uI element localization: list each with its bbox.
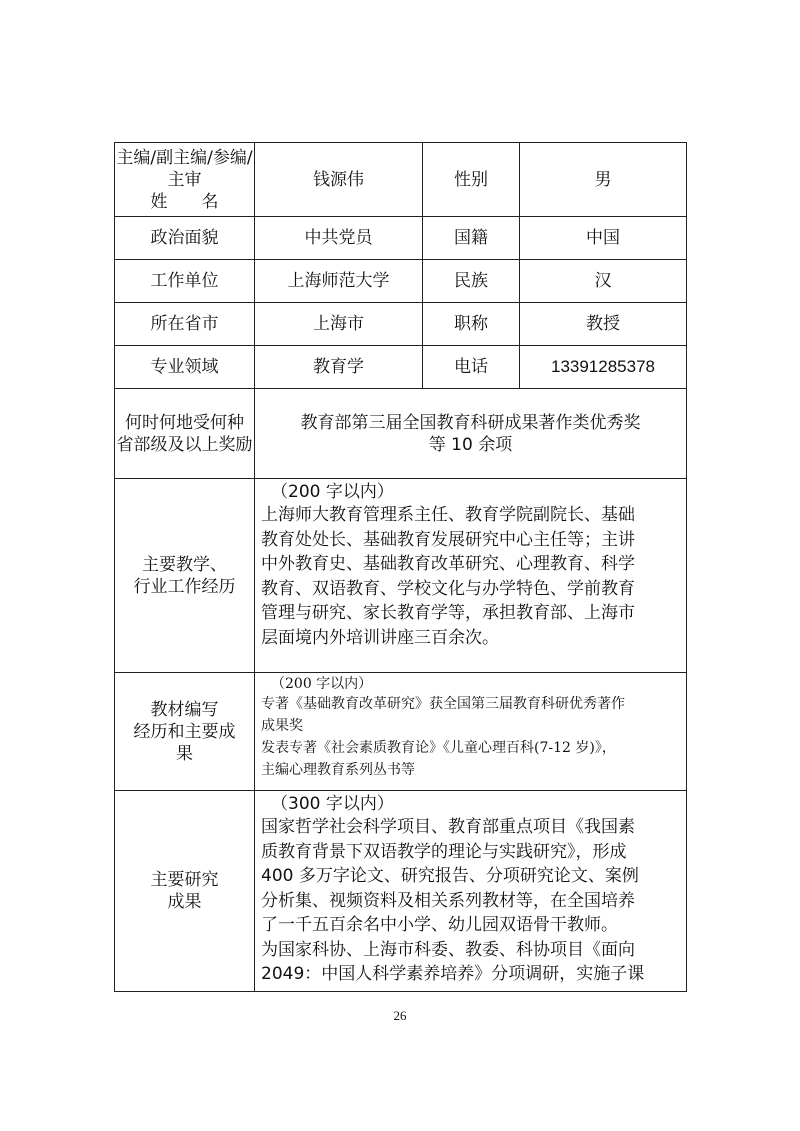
research-word-limit: （300 字以内） [271,794,394,814]
experience-line: 教育处处长、基础教育发展研究中心主任等；主讲 [261,529,635,550]
experience-label-line-1: 主要教学、 [142,554,227,575]
province-label: 所在省市 [115,303,255,346]
research-line: 400 多万字论文、研究报告、分项研究论文、案例 [261,866,639,886]
nationality-label: 国籍 [423,217,520,260]
research-line: 国家哲学社会科学项目、教育部重点项目《我国素 [261,817,635,837]
textbook-line: 发表专著《社会素质教育论》《儿童心理百科(7-12 岁)》， [261,740,616,756]
textbook-label-line-2: 经历和主要成 [133,721,236,742]
research-label-line-2: 成果 [167,891,202,912]
research-line: 质教育背景下双语教学的理论与实践研究》，形成 [261,841,627,862]
textbook-line: 成果奖 [261,718,303,734]
row-textbook [115,673,687,791]
province-value: 上海市 [255,303,423,346]
awards-value-line-2: 等 10 余项 [428,434,513,455]
gender-value: 男 [520,143,687,217]
row-work [115,260,687,303]
experience-label-cell [115,479,255,673]
experience-line: 管理与研究、家长教育学等，承担教育部、上海市 [261,603,635,623]
research-line: 了一千五百余名中小学、幼儿园双语骨干教师。 [261,915,618,935]
ethnicity-value: 汉 [520,260,687,303]
textbook-content [255,673,687,791]
research-line: 分析集、视频资料及相关系列教材等，在全国培养 [261,890,635,911]
experience-line: 上海师大教育管理系主任、教育学院副院长、基础 [261,505,635,525]
politics-label: 政治面貌 [115,217,255,260]
experience-content [255,479,687,673]
phone-value: 13391285378 [520,346,687,389]
name-label-cell [115,143,255,217]
name-label-line-3: 姓 名 [150,191,219,212]
field-value: 教育学 [255,346,423,389]
awards-value-cell [255,389,687,479]
awards-label-cell [115,389,255,479]
work-value: 上海师范大学 [255,260,423,303]
experience-line: 层面境内外培训讲座三百余次。 [261,627,499,648]
row-province [115,303,687,346]
name-label-line-2: 主审 [167,169,202,190]
awards-label-line-2: 省部级及以上奖励 [116,434,253,455]
title-value: 教授 [520,303,687,346]
work-label: 工作单位 [115,260,255,303]
research-content [255,791,687,992]
textbook-word-limit: （200 字以内） [271,676,373,692]
name-value: 钱源伟 [255,143,423,217]
experience-word-limit: （200 字以内） [271,482,394,502]
textbook-label-line-1: 教材编写 [150,699,219,720]
experience-label-line-2: 行业工作经历 [133,576,236,597]
politics-value: 中共党员 [255,217,423,260]
row-research [115,791,687,992]
textbook-line: 主编心理教育系列丛书等 [261,762,415,778]
info-form-table [114,142,687,992]
experience-line: 教育、双语教育、学校文化与办学特色、学前教育 [261,578,635,599]
row-experience [115,479,687,673]
name-label-line-1: 主编/副主编/参编/ [116,147,253,168]
row-field [115,346,687,389]
textbook-label-cell [115,673,255,791]
row-politics [115,217,687,260]
nationality-value: 中国 [520,217,687,260]
ethnicity-label: 民族 [423,260,520,303]
awards-label-line-1: 何时何地受何种 [125,412,244,433]
row-name [115,143,687,217]
textbook-line: 专著《基础教育改革研究》获全国第三届教育科研优秀著作 [261,696,625,712]
gender-label: 性别 [423,143,520,217]
research-line: 2049：中国人科学素养培养》分项调研，实施子课 [261,964,645,984]
textbook-label-line-3: 果 [176,743,193,764]
page-number: 26 [393,1008,407,1023]
research-label-cell [115,791,255,992]
research-line: 为国家科协、上海市科委、教委、科协项目《面向 [261,939,635,960]
title-label: 职称 [423,303,520,346]
field-label: 专业领域 [115,346,255,389]
phone-label: 电话 [423,346,520,389]
row-awards [115,389,687,479]
experience-line: 中外教育史、基础教育改革研究、心理教育、科学 [261,554,635,574]
research-label-line-1: 主要研究 [150,869,219,890]
awards-value-line-1: 教育部第三届全国教育科研成果著作类优秀奖 [300,412,641,433]
